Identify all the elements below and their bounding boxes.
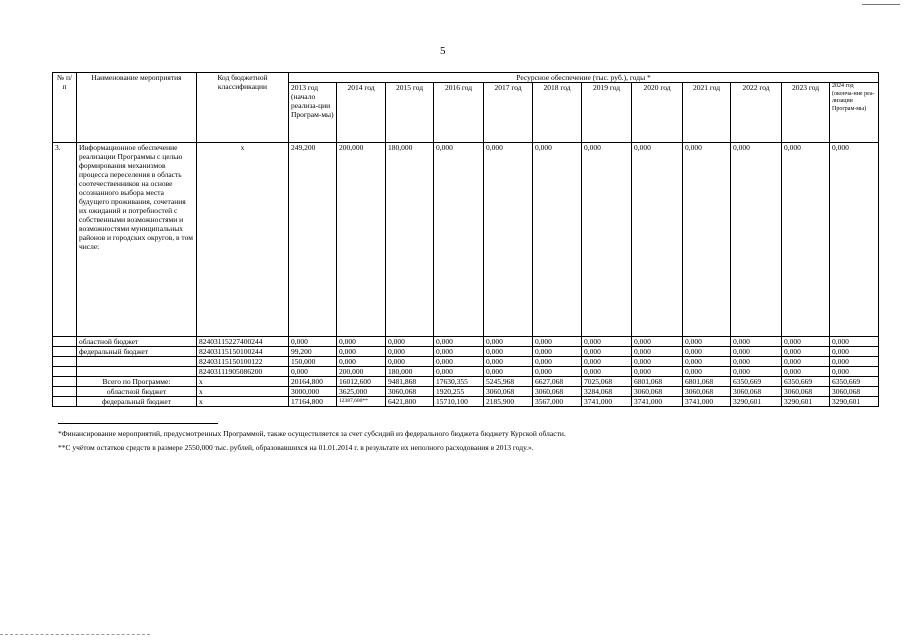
value-cell: 200,000: [337, 367, 386, 377]
value-cell: 3060,068: [782, 387, 830, 397]
value-cell: 3741,000: [582, 397, 632, 407]
value-cell: 0,000: [731, 337, 782, 347]
value-cell: 0,000: [632, 337, 683, 347]
value-cell: 3284,068: [582, 387, 632, 397]
footnote-rule: [58, 423, 218, 424]
header-year: 2021 год: [683, 83, 731, 143]
row-name: [77, 357, 197, 367]
value-cell: 180,000: [386, 367, 434, 377]
row-name: федеральный бюджет: [77, 397, 197, 407]
value-cell: 0,000: [533, 143, 582, 337]
header-year: 2015 год: [386, 83, 434, 143]
value-cell: 20164,800: [289, 377, 337, 387]
value-cell: 6801,068: [632, 377, 683, 387]
value-cell: 0,000: [337, 337, 386, 347]
value-cell: 0,000: [533, 337, 582, 347]
row-num: [53, 357, 77, 367]
value-cell: 9481,868: [386, 377, 434, 387]
total-row: [53, 377, 879, 387]
row-name: [77, 367, 197, 377]
budget-code: 82403115150100122: [197, 357, 289, 367]
value-cell: 0,000: [289, 337, 337, 347]
total-row: [53, 387, 879, 397]
value-cell: 6350,669: [731, 377, 782, 387]
value-cell: 17630,355: [434, 377, 484, 387]
budget-code: x: [197, 397, 289, 407]
value-cell: 0,000: [683, 143, 731, 337]
header-year: 2024 год (оконча-ние реа-лизации Програм-мы): [830, 83, 879, 143]
row-name: областной бюджет: [77, 387, 197, 397]
value-cell: 0,000: [683, 347, 731, 357]
row-num: [53, 387, 77, 397]
value-cell: 0,000: [632, 367, 683, 377]
value-cell: 0,000: [830, 357, 879, 367]
value-cell: 0,000: [484, 143, 533, 337]
value-cell: 0,000: [632, 143, 683, 337]
budget-code: x: [197, 377, 289, 387]
row-name: федеральный бюджет: [77, 347, 197, 357]
value-cell: 0,000: [731, 143, 782, 337]
value-cell: 0,000: [782, 337, 830, 347]
value-cell: 12387,600**: [337, 397, 386, 407]
value-cell: 7025,068: [582, 377, 632, 387]
value-cell: 0,000: [632, 347, 683, 357]
value-cell: 0,000: [533, 367, 582, 377]
value-cell: 0,000: [582, 367, 632, 377]
value-cell: 0,000: [582, 337, 632, 347]
row-name: Всего по Программе:: [77, 377, 197, 387]
value-cell: 0,000: [731, 367, 782, 377]
value-cell: 0,000: [782, 347, 830, 357]
value-cell: 3060,068: [484, 387, 533, 397]
value-cell: 0,000: [434, 367, 484, 377]
value-cell: 200,000: [337, 143, 386, 337]
value-cell: 249,200: [289, 143, 337, 337]
header-year: 2019 год: [582, 83, 632, 143]
value-cell: 0,000: [434, 357, 484, 367]
budget-code: 82403111905086200: [197, 367, 289, 377]
value-cell: 6801,068: [683, 377, 731, 387]
value-cell: 5245,968: [484, 377, 533, 387]
footnote: *Финансирование мероприятий, предусмотренных Программой, также осуществляется за счет субсидий из федерального бюджета бюджету Курской области.: [58, 429, 566, 438]
value-cell: 3567,000: [533, 397, 582, 407]
value-cell: 0,000: [484, 347, 533, 357]
value-cell: 6350,669: [830, 377, 879, 387]
table-row: [53, 347, 879, 357]
value-cell: 3290,601: [782, 397, 830, 407]
resource-table: [52, 72, 879, 407]
value-cell: 3060,068: [731, 387, 782, 397]
header-year: 2017 год: [484, 83, 533, 143]
row-num: [53, 337, 77, 347]
value-cell: 0,000: [830, 367, 879, 377]
header-resource: Ресурсное обеспечение (тыс. руб.), годы *: [289, 73, 879, 83]
value-cell: 3060,068: [386, 387, 434, 397]
value-cell: 0,000: [434, 337, 484, 347]
budget-code: x: [197, 387, 289, 397]
header-year: 2013 год (начало реализа-ции Програм-мы): [289, 83, 337, 143]
value-cell: 0,000: [289, 367, 337, 377]
value-cell: 3060,068: [830, 387, 879, 397]
value-cell: 150,000: [289, 357, 337, 367]
value-cell: 0,000: [830, 347, 879, 357]
header-year: 2020 год: [632, 83, 683, 143]
value-cell: 0,000: [484, 357, 533, 367]
header-name: Наименование мероприятия: [77, 73, 197, 143]
value-cell: 0,000: [386, 347, 434, 357]
header-code: Код бюджетной классификации: [197, 73, 289, 143]
value-cell: 0,000: [830, 337, 879, 347]
header-year: 2022 год: [731, 83, 782, 143]
value-cell: 0,000: [683, 337, 731, 347]
row-num: [53, 347, 77, 357]
budget-code: 82403115227400244: [197, 337, 289, 347]
budget-code: x: [197, 143, 289, 337]
value-cell: 0,000: [731, 347, 782, 357]
value-cell: 0,000: [830, 143, 879, 337]
value-cell: 16012,600: [337, 377, 386, 387]
header-year: 2014 год: [337, 83, 386, 143]
value-cell: 15710,100: [434, 397, 484, 407]
row-num: [53, 367, 77, 377]
value-cell: 3060,068: [533, 387, 582, 397]
value-cell: 3060,068: [683, 387, 731, 397]
value-cell: 6350,669: [782, 377, 830, 387]
value-cell: 0,000: [434, 347, 484, 357]
header-year: 2023 год: [782, 83, 830, 143]
value-cell: 2185,900: [484, 397, 533, 407]
value-cell: 0,000: [386, 337, 434, 347]
value-cell: 0,000: [683, 357, 731, 367]
row-num: 3.: [53, 143, 77, 337]
value-cell: 0,000: [782, 143, 830, 337]
value-cell: 0,000: [782, 367, 830, 377]
header-year: 2016 год: [434, 83, 484, 143]
value-cell: 3741,000: [632, 397, 683, 407]
footnote: **С учётом остатков средств в размере 2550,000 тыс. рублей, образовавшихся на 01.01.2014 г. в результате их неполного расходования в 2013 году.».: [58, 443, 534, 452]
value-cell: 0,000: [337, 347, 386, 357]
row-name: областной бюджет: [77, 337, 197, 347]
value-cell: 1920,255: [434, 387, 484, 397]
value-cell: 6627,068: [533, 377, 582, 387]
budget-code: 82403115150100244: [197, 347, 289, 357]
value-cell: 99,200: [289, 347, 337, 357]
value-cell: 6421,800: [386, 397, 434, 407]
bottom-edge-line: [0, 634, 150, 635]
value-cell: 180,000: [386, 143, 434, 337]
value-cell: 3060,068: [632, 387, 683, 397]
value-cell: 0,000: [434, 143, 484, 337]
value-cell: 3290,601: [731, 397, 782, 407]
value-cell: 0,000: [582, 347, 632, 357]
value-cell: 3290,601: [830, 397, 879, 407]
page-number: 5: [440, 45, 446, 57]
value-cell: 0,000: [582, 143, 632, 337]
value-cell: 3000,000: [289, 387, 337, 397]
value-cell: 0,000: [484, 367, 533, 377]
table-row: [53, 143, 879, 337]
value-cell: 3625,000: [337, 387, 386, 397]
value-cell: 0,000: [386, 357, 434, 367]
header-num: № п/п: [53, 73, 77, 143]
table-row: [53, 337, 879, 347]
header-year: 2018 год: [533, 83, 582, 143]
value-cell: 0,000: [582, 357, 632, 367]
top-edge-line: [862, 4, 900, 5]
value-cell: 0,000: [337, 357, 386, 367]
value-cell: 0,000: [533, 347, 582, 357]
value-cell: 0,000: [782, 357, 830, 367]
value-cell: 0,000: [533, 357, 582, 367]
value-cell: 0,000: [484, 337, 533, 347]
activity-name: Информационное обеспечение реализации Программы с целью формирования механизмов процесса переселения в область соотечественников на основе осознанного выбора места будущего проживания, сочетания их ожиданий и потребностей с собственными возможностями и возможностями муниципальных районов и городских округов, в том числе:: [77, 143, 197, 337]
table-row: [53, 367, 879, 377]
value-cell: 0,000: [683, 367, 731, 377]
value-cell: 3741,000: [683, 397, 731, 407]
row-num: [53, 397, 77, 407]
total-row: [53, 397, 879, 407]
value-cell: 0,000: [731, 357, 782, 367]
value-cell: 17164,800: [289, 397, 337, 407]
table-row: [53, 357, 879, 367]
row-num: [53, 377, 77, 387]
value-cell: 0,000: [632, 357, 683, 367]
